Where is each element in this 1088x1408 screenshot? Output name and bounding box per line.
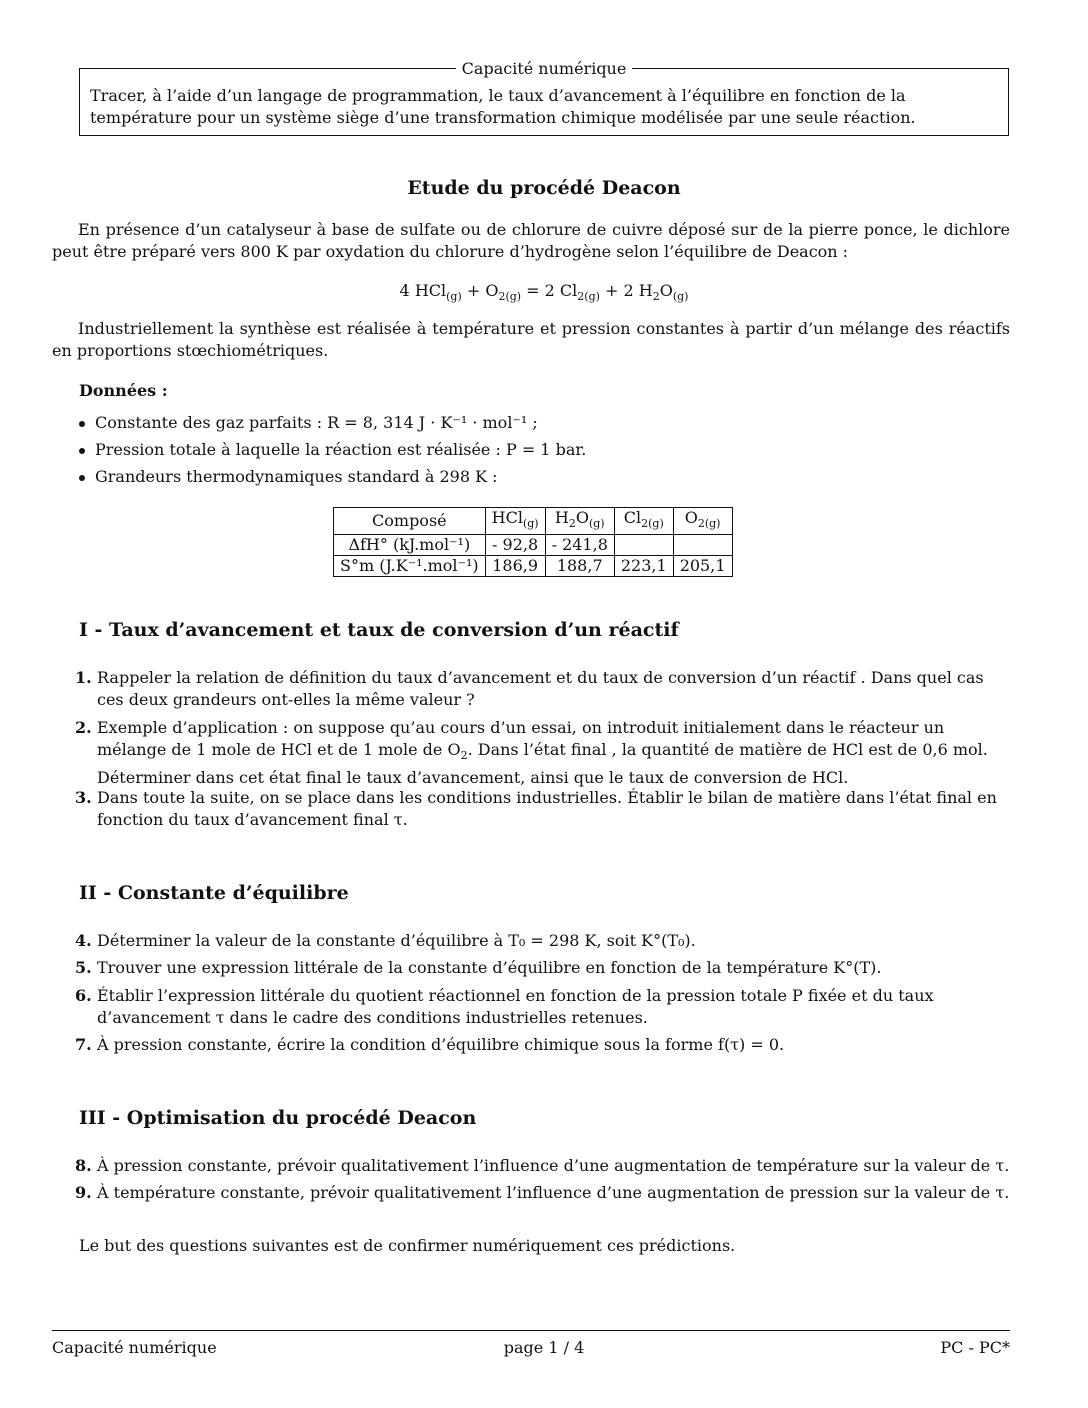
capacity-text: Tracer, à l’aide d’un langage de programmation, le taux d’avancement à l’équilibre en fonction de la température pour un système siège d’une transformation chimique modélisée par une seule réaction. bbox=[90, 86, 916, 127]
bullet-item: Constante des gaz parfaits : R = 8, 314 J · K⁻¹ · mol⁻¹ ; bbox=[79, 413, 538, 432]
footer-page-number: page 1 / 4 bbox=[503, 1338, 585, 1357]
question-6: 6. Établir l’expression littérale du quotient réactionnel en fonction de la pression totale P fixée et du taux d’avancement τ dans le cadre des conditions industrielles retenues. bbox=[75, 986, 934, 1027]
footer-left: Capacité numérique bbox=[52, 1338, 217, 1357]
footer-divider bbox=[52, 1330, 1010, 1331]
footer-right: PC - PC* bbox=[940, 1338, 1010, 1357]
question-9: 9. À température constante, prévoir qualitativement l’influence d’une augmentation de pression sur la valeur de τ. bbox=[75, 1183, 1010, 1202]
thermo-data-table bbox=[333, 507, 733, 577]
intro-paragraph-1: En présence d’un catalyseur à base de sulfate ou de chlorure de cuivre déposé sur de la pierre ponce, le dichlore peut être préparé vers 800 K par oxydation du chlorure d’hydrogène selon l’équilibre de Deacon : bbox=[52, 220, 1010, 261]
section-2-title: II - Constante d’équilibre bbox=[79, 882, 349, 904]
table-header-row: Composé HCl$_{(g)}$ $H_2O_{(g)}$ $Cl_{2(g)}$ $O_{2(g)}$ bbox=[334, 508, 733, 535]
main-title: Etude du procédé Deacon bbox=[407, 177, 681, 199]
bullet-dot-icon bbox=[79, 448, 85, 454]
intro-paragraph-2: Industriellement la synthèse est réalisée à température et pression constantes à partir d’un mélange des réactifs en proportions stœchiométriques. bbox=[52, 319, 1010, 360]
table-row: S°m (J.K⁻¹.mol⁻¹) 186,9 188,7 223,1 205,1 bbox=[334, 556, 733, 577]
question-3: 3. Dans toute la suite, on se place dans les conditions industrielles. Établir le bilan de matière dans l’état final en fonction du taux d’avancement final τ. bbox=[75, 788, 997, 829]
question-4: 4. Déterminer la valeur de la constante d’équilibre à T₀ = 298 K, soit K°(T₀). bbox=[75, 931, 696, 950]
capacity-title: Capacité numérique bbox=[456, 59, 633, 78]
closing-paragraph: Le but des questions suivantes est de confirmer numériquement ces prédictions. bbox=[79, 1236, 736, 1255]
bullet-dot-icon bbox=[79, 475, 85, 481]
deacon-equation: 4 $HCl_{(g)} + O_{2(g)} = 2$ $Cl_{2(g)} + 2$ $H_2O_{(g)}$ bbox=[399, 281, 689, 304]
question-8: 8. À pression constante, prévoir qualitativement l’influence d’une augmentation de température sur la valeur de τ. bbox=[75, 1156, 1010, 1175]
table-row: ΔfH° (kJ.mol⁻¹) - 92,8 - 241,8 bbox=[334, 535, 733, 556]
bullet-item: Grandeurs thermodynamiques standard à 298 K : bbox=[79, 467, 498, 486]
question-7: 7. À pression constante, écrire la condition d’équilibre chimique sous la forme f(τ) = 0. bbox=[75, 1035, 785, 1054]
question-5: 5. Trouver une expression littérale de la constante d’équilibre en fonction de la température K°(T). bbox=[75, 958, 882, 977]
question-1: 1. Rappeler la relation de définition du taux d’avancement et du taux de conversion d’un réactif . Dans quel cas ces deux grandeurs ont-elles la même valeur ? bbox=[75, 668, 984, 709]
bullet-item: Pression totale à laquelle la réaction est réalisée : P = 1 bar. bbox=[79, 440, 586, 459]
data-heading: Données : bbox=[79, 381, 168, 400]
bullet-dot-icon bbox=[79, 421, 85, 427]
question-2: 2. Exemple d’application : on suppose qu’au cours d’un essai, on introduit initialement dans le réacteur un mélange de 1 mole de HCl et de 1 mole de $O_2$. Dans l’état final , la quantité de matière de HCl est de 0,6 mol. Déterminer dans cet état final le taux d’avancement, ainsi que le taux de conversion de HCl. bbox=[75, 718, 988, 788]
section-1-title: I - Taux d’avancement et taux de conversion d’un réactif bbox=[79, 619, 679, 641]
capacity-box bbox=[79, 59, 1009, 136]
section-3-title: III - Optimisation du procédé Deacon bbox=[79, 1107, 477, 1129]
